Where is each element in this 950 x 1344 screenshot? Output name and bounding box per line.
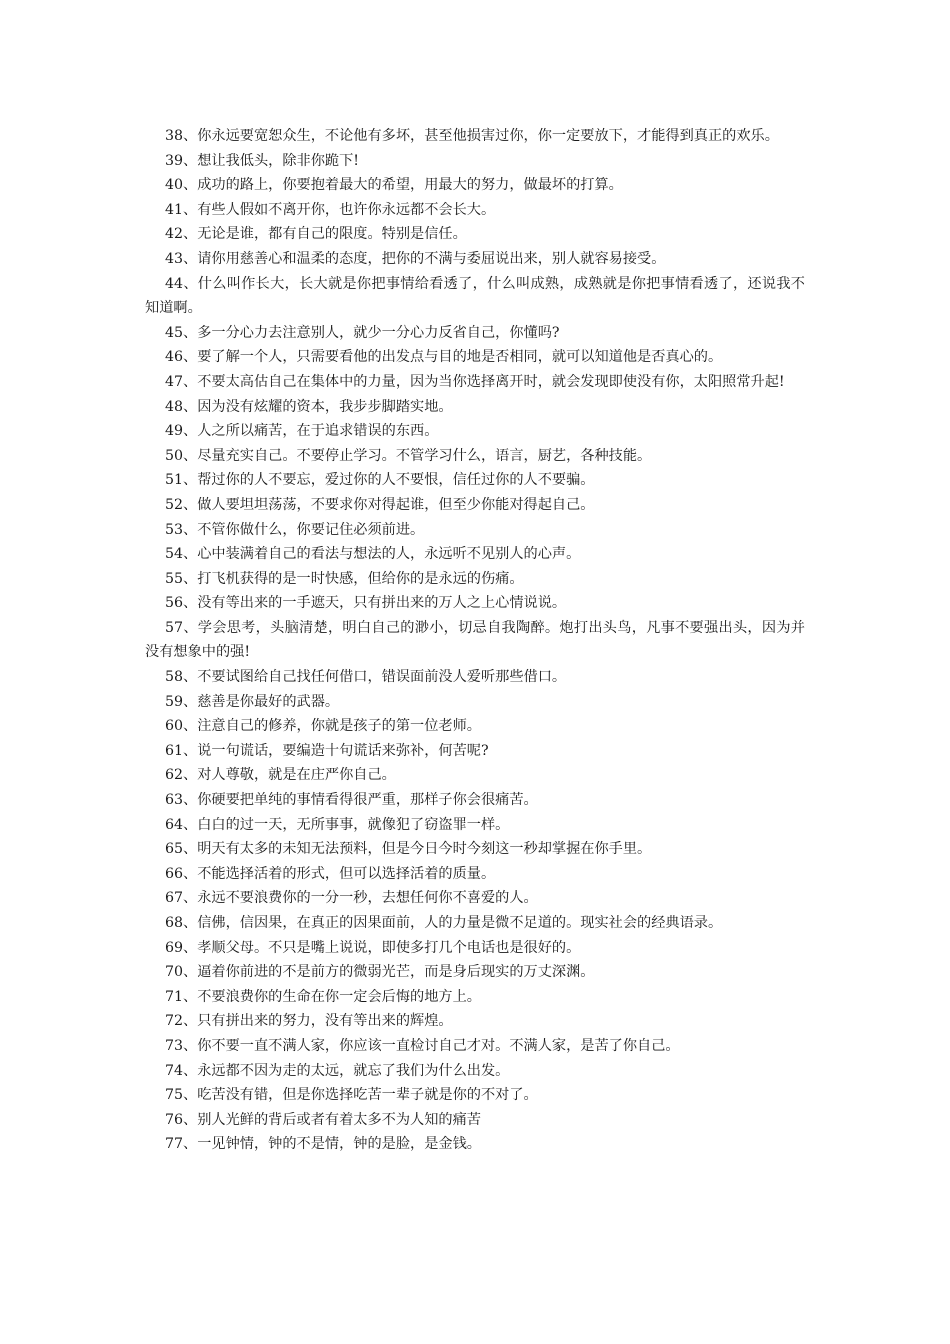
list-item: 70、逼着你前进的不是前方的微弱光芒，而是身后现实的万丈深渊。 [165,964,595,981]
list-item: 44、什么叫作长大，长大就是你把事情给看透了，什么叫成熟，成熟就是你把事情看透了，还说我不知道啊。 [145,275,805,317]
list-item: 42、无论是谁，都有自己的限度。特别是信任。 [165,226,467,243]
quote-list [145,124,805,1157]
list-item: 59、慈善是你最好的武器。 [165,693,340,710]
list-item: 51、帮过你的人不要忘，爱过你的人不要恨，信任过你的人不要骗。 [165,472,595,489]
list-item: 72、只有拼出来的努力，没有等出来的辉煌。 [165,1013,453,1030]
list-item: 43、请你用慈善心和温柔的态度，把你的不满与委屈说出来，别人就容易接受。 [165,250,666,267]
list-item: 73、你不要一直不满人家，你应该一直检讨自己才对。不满人家，是苦了你自己。 [165,1037,680,1054]
list-item: 55、打飞机获得的是一时快感，但给你的是永远的伤痛。 [165,570,524,587]
list-item: 49、人之所以痛苦，在于追求错误的东西。 [165,423,439,440]
list-item: 45、多一分心力去注意别人，就少一分心力反省自己，你懂吗? [165,324,560,341]
list-item: 63、你硬要把单纯的事情看得很严重，那样子你会很痛苦。 [165,792,538,809]
list-item: 64、白白的过一天，无所事事，就像犯了窃盗罪一样。 [165,816,510,833]
list-item: 65、明天有太多的未知无法预料，但是今日今时今刻这一秒却掌握在你手里。 [165,841,652,858]
list-item: 68、信佛，信因果，在真正的因果面前，人的力量是微不足道的。现实社会的经典语录。 [165,915,723,931]
list-item: 48、因为没有炫耀的资本，我步步脚踏实地。 [165,398,453,415]
list-item: 52、做人要坦坦荡荡，不要求你对得起谁，但至少你能对得起自己。 [165,496,595,513]
list-item: 61、说一句谎话，要编造十句谎话来弥补，何苦呢? [165,742,489,759]
list-item: 69、孝顺父母。不只是嘴上说说，即使多打几个电话也是很好的。 [165,939,581,956]
list-item: 46、要了解一个人，只需要看他的出发点与目的地是否相同，就可以知道他是否真心的。 [165,349,723,366]
list-item: 75、吃苦没有错，但是你选择吃苦一辈子就是你的不对了。 [165,1087,538,1104]
list-item: 54、心中装满着自己的看法与想法的人，永远听不见别人的心声。 [165,546,581,563]
list-item: 66、不能选择活着的形式，但可以选择活着的质量。 [165,865,496,882]
list-item: 41、有些人假如不离开你，也许你永远都不会长大。 [165,201,496,218]
list-item: 56、没有等出来的一手遮天，只有拼出来的万人之上心情说说。 [165,595,567,612]
list-item: 50、尽量充实自己。不要停止学习。不管学习什么，语言，厨艺，各种技能。 [165,447,652,464]
list-item: 76、别人光鲜的背后或者有着太多不为人知的痛苦 [165,1111,481,1128]
list-item: 60、注意自己的修养，你就是孩子的第一位老师。 [165,718,481,735]
list-item: 53、不管你做什么，你要记住必须前进。 [165,521,425,538]
list-item: 62、对人尊敬，就是在庄严你自己。 [165,767,396,784]
list-item: 38、你永远要宽恕众生，不论他有多坏，甚至他损害过你，你一定要放下，才能得到真正的欢乐。 [165,128,779,144]
list-item: 57、学会思考，头脑清楚，明白自己的渺小，切忌自我陶醉。炮打出头鸟，凡事不要强出头，因为并没有想象中的强! [145,619,805,661]
list-item: 39、想让我低头，除非你跪下! [165,152,360,169]
list-item: 71、不要浪费你的生命在你一定会后悔的地方上。 [165,988,481,1005]
list-item: 77、一见钟情，钟的不是情，钟的是脸，是金钱。 [165,1136,481,1153]
list-item: 58、不要试图给自己找任何借口，错误面前没人爱听那些借口。 [165,669,567,686]
list-item: 47、不要太高估自己在集体中的力量，因为当你选择离开时，就会发现即使没有你，太阳照常升起! [165,373,785,390]
list-item: 67、永远不要浪费你的一分一秒，去想任何你不喜爱的人。 [165,890,538,907]
list-item: 40、成功的路上，你要抱着最大的希望，用最大的努力，做最坏的打算。 [165,177,623,194]
list-item: 74、永远都不因为走的太远，就忘了我们为什么出发。 [165,1062,510,1079]
